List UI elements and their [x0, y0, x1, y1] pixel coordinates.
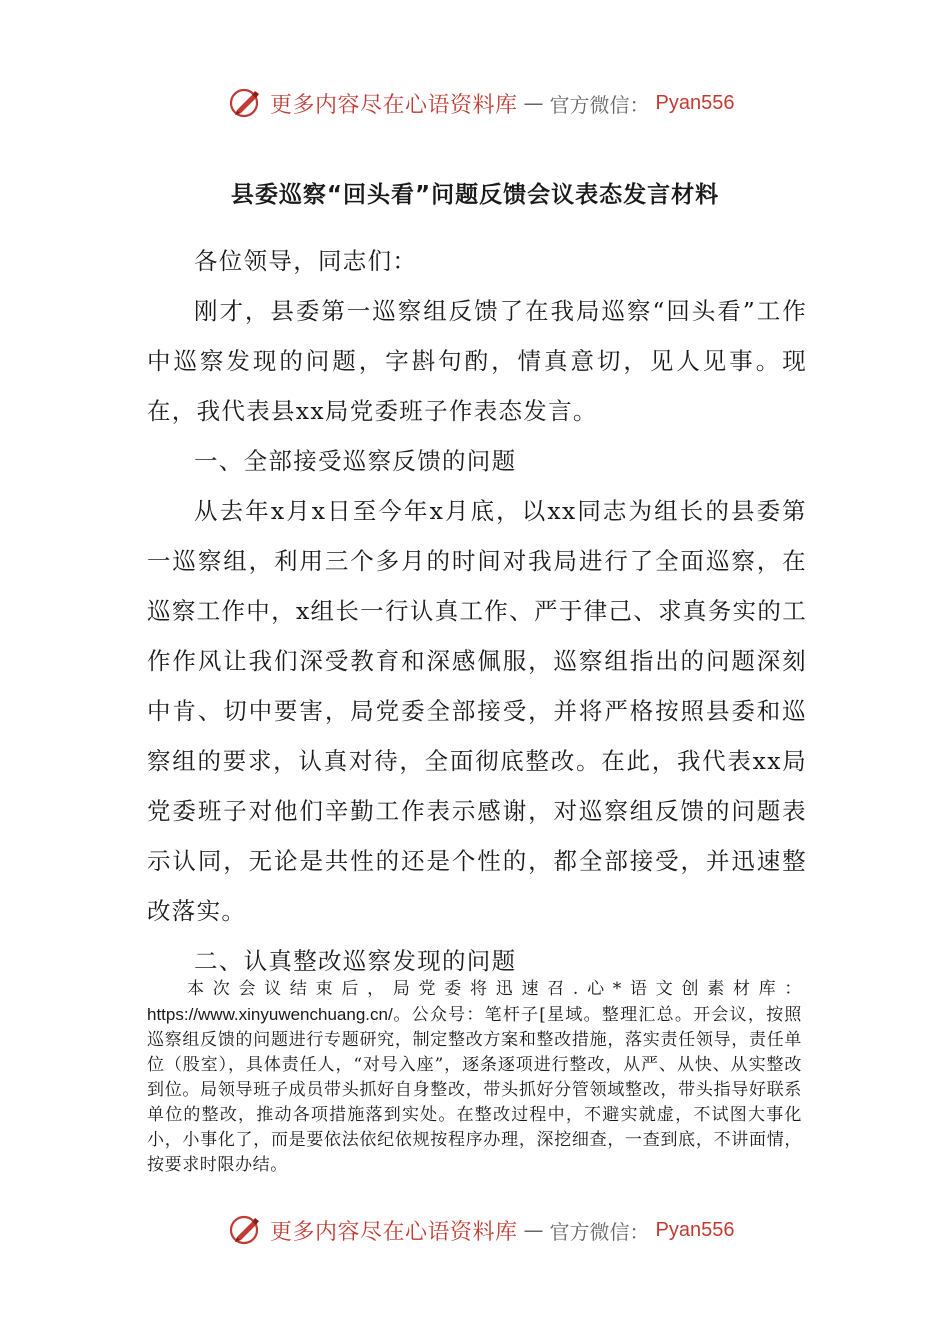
banner-separator: — — [523, 1218, 544, 1242]
paragraph: 刚才，县委第一巡察组反馈了在我局巡察“回头看”工作中巡察发现的问题，字斟句酌，情真意切，见人见事。现在，我代表县xx局党委班子作表态发言。 — [147, 297, 807, 425]
small-text-part: 。公众号：笔杆子[星域。整理汇总。开会议，按照巡察组反馈的问题进行专题研究，制定整改方案和整改措施，落实责任领导，责任单位（股室），具体责任人，“对号入座”，逐条逐项进行整改，从严、从快、从实整改到位。局领导班子成员带头抓好自身整改，带头抓好分管领域整改，带头指导好联系单位的整改，推动各项措施落到实处。在整改过程中，不避实就虚，不试图大事化小，小事化了，而是要依法依纪依规按程序办理，深挖细查，一查到底，不讲面情，按要求时限办结。 — [147, 1005, 802, 1175]
page-title: 县委巡察“回头看”问题反馈会议表态发言材料 — [230, 182, 720, 208]
section-heading: 一、全部接受巡察反馈的问题 — [194, 447, 517, 475]
small-text-part: 本次会议结束后，局党委将迅速召.心*语文创素材库： — [187, 979, 802, 999]
greeting: 各位领导，同志们： — [194, 247, 418, 275]
banner-main-text: 更多内容尽在心语资料库 — [270, 92, 518, 118]
pen-logo-icon — [228, 1212, 264, 1248]
banner-contact-prefix: 官方微信： — [549, 1219, 650, 1244]
document-body — [147, 236, 807, 986]
banner-contact-prefix: 官方微信： — [549, 92, 650, 117]
header-banner — [228, 83, 748, 123]
banner-contact-id: Pyan556 — [655, 1218, 735, 1241]
banner-main-text: 更多内容尽在心语资料库 — [270, 1219, 518, 1245]
banner-separator: — — [523, 91, 544, 115]
paragraph: 从去年x月x日至今年x月底，以xx同志为组长的县委第一巡察组，利用三个多月的时间对我局进行了全面巡察，在巡察工作中，x组长一行认真工作、严于律己、求真务实的工作作风让我们深受教育和深感佩服，巡察组指出的问题深刻中肯、切中要害，局党委全部接受，并将严格按照县委和巡察组的要求，认真对待，全面彻底整改。在此，我代表xx局党委班子对他们辛勤工作表示感谢，对巡察组反馈的问题表示认同，无论是共性的还是个性的，都全部接受，并迅速整改落实。 — [147, 497, 807, 925]
pen-logo-icon — [228, 85, 264, 121]
footer-banner — [228, 1210, 748, 1250]
section-heading: 二、认真整改巡察发现的问题 — [194, 947, 517, 975]
source-url-link[interactable]: https://www.xinyuwenchuang.cn/ — [147, 1005, 393, 1024]
small-print-paragraph — [147, 977, 802, 1178]
banner-contact-id: Pyan556 — [655, 91, 735, 114]
